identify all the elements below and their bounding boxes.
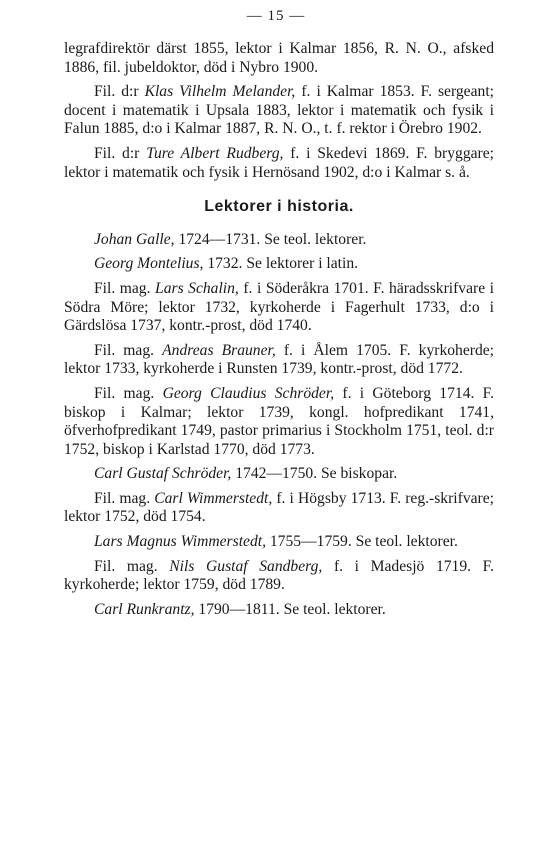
paragraph: [64, 255, 494, 274]
paragraph: [64, 280, 494, 336]
paragraph: [64, 231, 494, 250]
paragraph: [64, 342, 494, 379]
text-run: Fil. d:r: [94, 144, 147, 162]
person-name: Georg Claudius Schröder,: [162, 384, 335, 402]
paragraph: [64, 490, 494, 527]
text-run: f. i Kalmar 1853. F. sergeant; docent i matematik i Upsala 1883, lektor i matematik och fysik i Falun 1885, d:o i Kalmar 1887, R. N. O., t. f. rektor i Örebro 1902.: [64, 83, 494, 138]
person-name: Johan Galle,: [94, 230, 175, 248]
text-run: Fil. mag.: [94, 384, 163, 402]
person-name: Andreas Brauner,: [162, 341, 276, 359]
paragraph: [64, 601, 494, 620]
text-run: Fil. mag.: [94, 489, 155, 507]
person-name: Nils Gustaf Sandberg,: [169, 557, 323, 575]
text-run: 1755—1759. Se teol. lektorer.: [265, 533, 458, 551]
paragraph: [64, 465, 494, 484]
page-body: [64, 40, 494, 625]
paragraph: [64, 558, 494, 595]
text-run: f. i Högsby 1713. F. reg.-skrifvare; lektor 1752, död 1754.: [64, 489, 494, 526]
text-run: Fil. mag.: [94, 557, 170, 575]
person-name: Ture Albert Rudberg,: [146, 144, 284, 162]
text-run: Fil. mag.: [94, 279, 156, 297]
lecturer-entries: [64, 231, 494, 620]
text-run: f. i Madesjö 1719. F. kyrkoherde; lektor 1759, död 1789.: [64, 557, 495, 594]
text-run: 1724—1731. Se teol. lektorer.: [174, 230, 367, 248]
paragraph: [64, 533, 494, 552]
person-name: Carl Gustaf Schröder,: [94, 465, 232, 483]
person-name: Carl Wimmerstedt,: [154, 489, 273, 507]
person-name: Lars Magnus Wimmerstedt,: [94, 533, 266, 551]
text-run: f. i Göteborg 1714. F. biskop i Kalmar; lektor 1739, kongl. hofpredikant 1741, öfverhofpredikant 1749, pastor primarius i Stockholm 1751, teol. d:r 1752, biskop i Karlstad 1770, död 1773.: [64, 384, 495, 458]
person-name: Carl Runkrantz,: [94, 600, 195, 618]
text-run: Fil. d:r: [94, 83, 145, 101]
person-name: Georg Montelius,: [94, 255, 204, 273]
text-run: f. i Skedevi 1869. F. bryggare; lektor i matematik och fysik i Hernösand 1902, d:o i Kalmar s. å.: [64, 144, 494, 181]
text-run: 1790—1811. Se teol. lektorer.: [194, 600, 386, 618]
person-name: Lars Schalin,: [155, 279, 239, 297]
text-run: f. i Söderåkra 1701. F. häradsskrifvare i Södra Möre; lektor 1732, kyrkoherde i Fagerhult 1733, d:o i Gärdslösa 1737, kontr.-prost, död 1740.: [64, 279, 494, 335]
text-run: f. i Ålem 1705. F. kyrkoherde; lektor 1733, kyrkoherde i Runsten 1739, kontr.-prost, död 1772.: [64, 341, 495, 378]
page-number: — 15 —: [246, 8, 306, 24]
paragraph: [64, 40, 494, 77]
person-name: Klas Vilhelm Melander,: [144, 83, 296, 101]
paragraph: [64, 145, 494, 182]
paragraph: [64, 385, 494, 459]
section-heading: Lektorer i historia.: [204, 198, 354, 216]
text-run: Fil. mag.: [94, 341, 163, 359]
paragraph: [64, 83, 494, 139]
intro-paragraphs: [64, 40, 494, 182]
text-run: legrafdirektör därst 1855, lektor i Kalmar 1856, R. N. O., afsked 1886, fil. jubeldoktor, död i Nybro 1900.: [64, 40, 494, 76]
text-run: 1732. Se lektorer i latin.: [203, 255, 359, 273]
text-run: 1742—1750. Se biskopar.: [231, 465, 398, 483]
